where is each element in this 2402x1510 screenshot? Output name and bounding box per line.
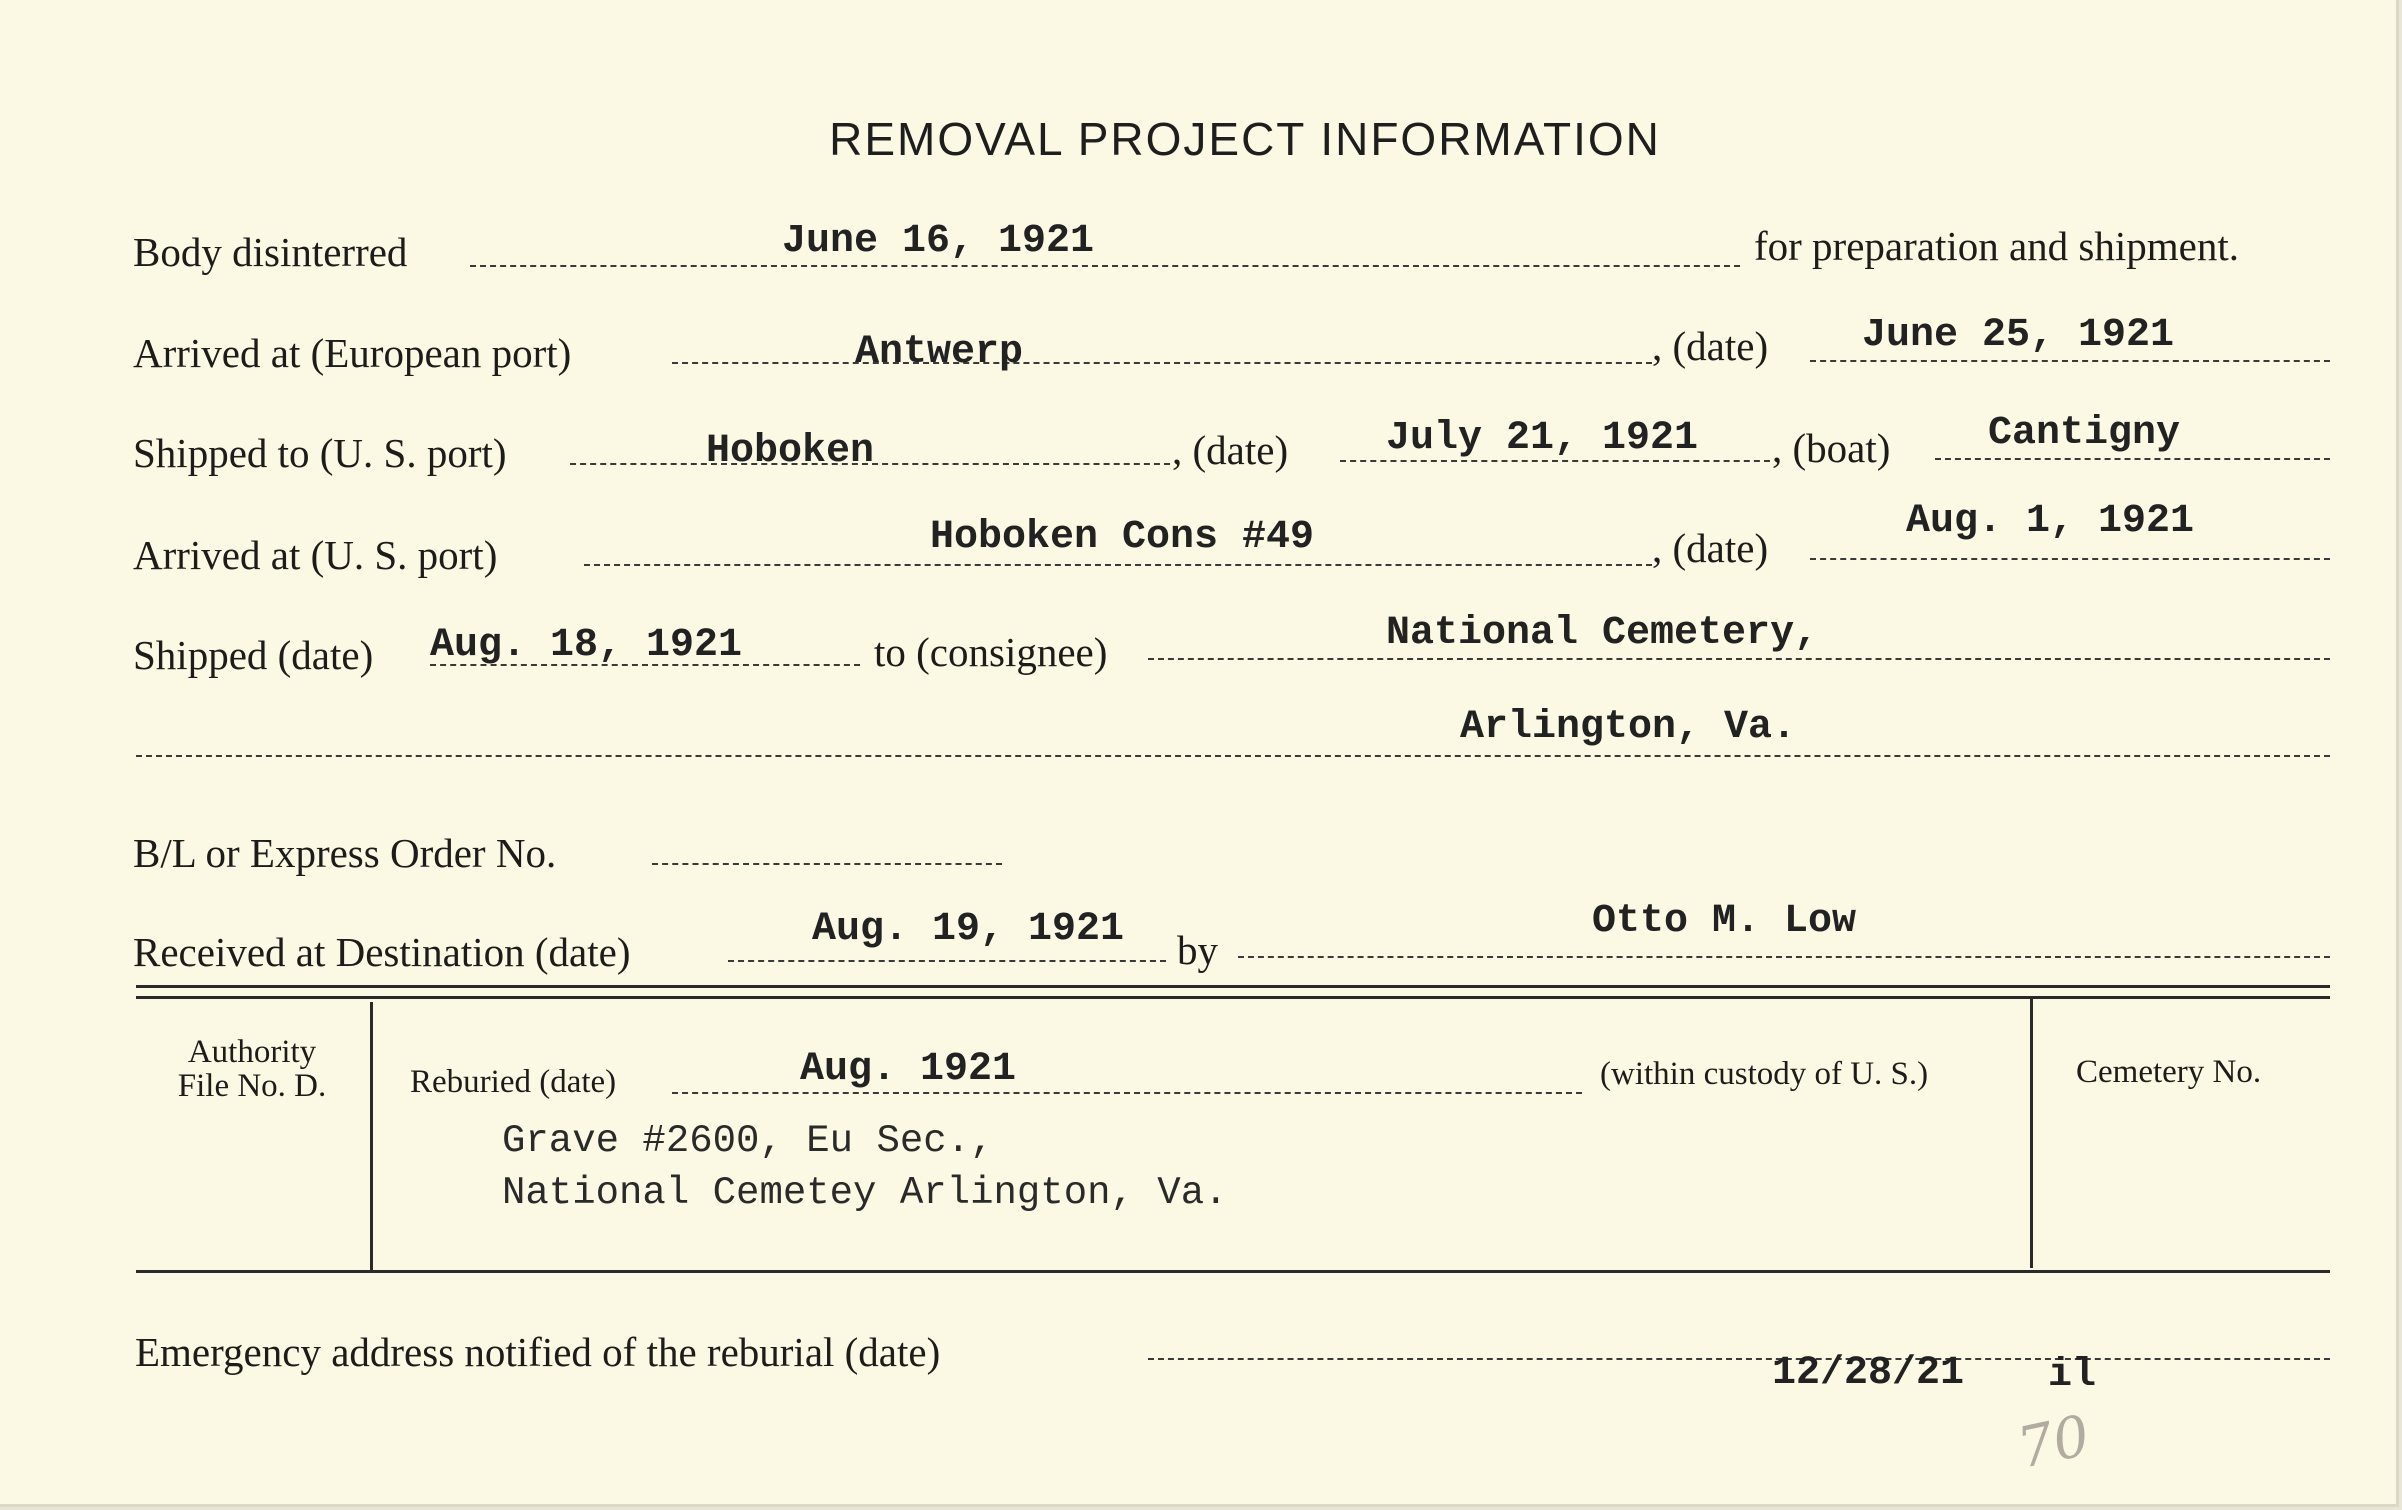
pencil-annotation: 70 bbox=[2012, 1403, 2096, 1482]
received-date: Aug. 19, 1921 bbox=[812, 907, 1125, 952]
body-disinterred-suffix: for preparation and shipment. bbox=[1754, 223, 2240, 269]
received-by-line bbox=[1238, 956, 2330, 958]
shipped-us-date-label: , (date) bbox=[1172, 427, 1289, 473]
received-date-line bbox=[728, 960, 1166, 962]
grave-line2: National Cemetey Arlington, Va. bbox=[502, 1171, 1228, 1215]
consignee-line bbox=[1148, 658, 2330, 660]
shipped-us-date: July 21, 1921 bbox=[1386, 416, 1699, 461]
received-by: Otto M. Low bbox=[1592, 899, 1857, 944]
arrived-european-port: Antwerp bbox=[855, 330, 1024, 375]
emergency-label: Emergency address notified of the reburial (date) bbox=[135, 1329, 941, 1375]
bl-order-line bbox=[652, 863, 1002, 865]
emergency-code: il bbox=[2048, 1353, 2097, 1398]
arrived-us-label: Arrived at (U. S. port) bbox=[133, 532, 498, 578]
shipped-label: Shipped (date) bbox=[133, 632, 374, 678]
shipped-us-boat: Cantigny bbox=[1988, 411, 2181, 456]
cemetery-no-label: Cemetery No. bbox=[2076, 1054, 2262, 1090]
box-divider-right bbox=[2030, 996, 2033, 1268]
arrived-us-port: Hoboken Cons #49 bbox=[930, 515, 1315, 560]
bl-order-label: B/L or Express Order No. bbox=[133, 830, 557, 876]
arrived-european-date-label: , (date) bbox=[1652, 323, 1769, 369]
arrived-european-line bbox=[672, 362, 1652, 364]
grave-line1: Grave #2600, Eu Sec., bbox=[502, 1119, 994, 1163]
arrived-european-date-line bbox=[1810, 360, 2330, 362]
custody-note: (within custody of U. S.) bbox=[1600, 1056, 1929, 1092]
box-top-rule-inner bbox=[136, 996, 2330, 999]
arrived-us-date-line bbox=[1810, 558, 2330, 560]
reburied-label: Reburied (date) bbox=[410, 1064, 617, 1100]
shipped-us-label: Shipped to (U. S. port) bbox=[133, 430, 507, 476]
authority-label-line1: Authority bbox=[187, 1034, 317, 1070]
consignee-label: to (consignee) bbox=[874, 629, 1108, 675]
emergency-line bbox=[1148, 1358, 2330, 1360]
arrived-us-date-label: , (date) bbox=[1652, 525, 1769, 571]
consignee-continuation-line bbox=[136, 755, 2330, 757]
page-title bbox=[0, 112, 2402, 166]
arrived-us-line bbox=[584, 564, 1652, 566]
arrived-european-label: Arrived at (European port) bbox=[133, 330, 572, 376]
shipped-date: Aug. 18, 1921 bbox=[430, 623, 743, 668]
reburied-line bbox=[672, 1092, 1582, 1094]
arrived-european-date: June 25, 1921 bbox=[1862, 313, 2175, 358]
title-text: REMOVAL PROJECT INFORMATION bbox=[829, 113, 1661, 165]
consignee-line1: National Cemetery, bbox=[1386, 611, 1819, 656]
shipped-us-port: Hoboken bbox=[706, 429, 875, 474]
emergency-date: 12/28/21 bbox=[1772, 1351, 1965, 1396]
shipped-us-boat-label: , (boat) bbox=[1772, 425, 1891, 471]
consignee-line2: Arlington, Va. bbox=[1460, 705, 1797, 750]
authority-label-line2: File No. D. bbox=[177, 1068, 327, 1104]
received-by-label: by bbox=[1177, 927, 1218, 973]
body-disinterred-date: June 16, 1921 bbox=[782, 219, 1095, 264]
body-disinterred-line bbox=[470, 265, 1740, 267]
body-disinterred-label: Body disinterred bbox=[133, 229, 408, 275]
arrived-us-date: Aug. 1, 1921 bbox=[1906, 499, 2195, 544]
received-label: Received at Destination (date) bbox=[133, 929, 631, 975]
reburied-date: Aug. 1921 bbox=[800, 1047, 1017, 1092]
shipped-us-boat-line bbox=[1935, 458, 2330, 460]
box-divider-left bbox=[370, 1002, 373, 1272]
box-top-rule bbox=[136, 985, 2330, 988]
box-bottom-rule bbox=[136, 1270, 2330, 1273]
